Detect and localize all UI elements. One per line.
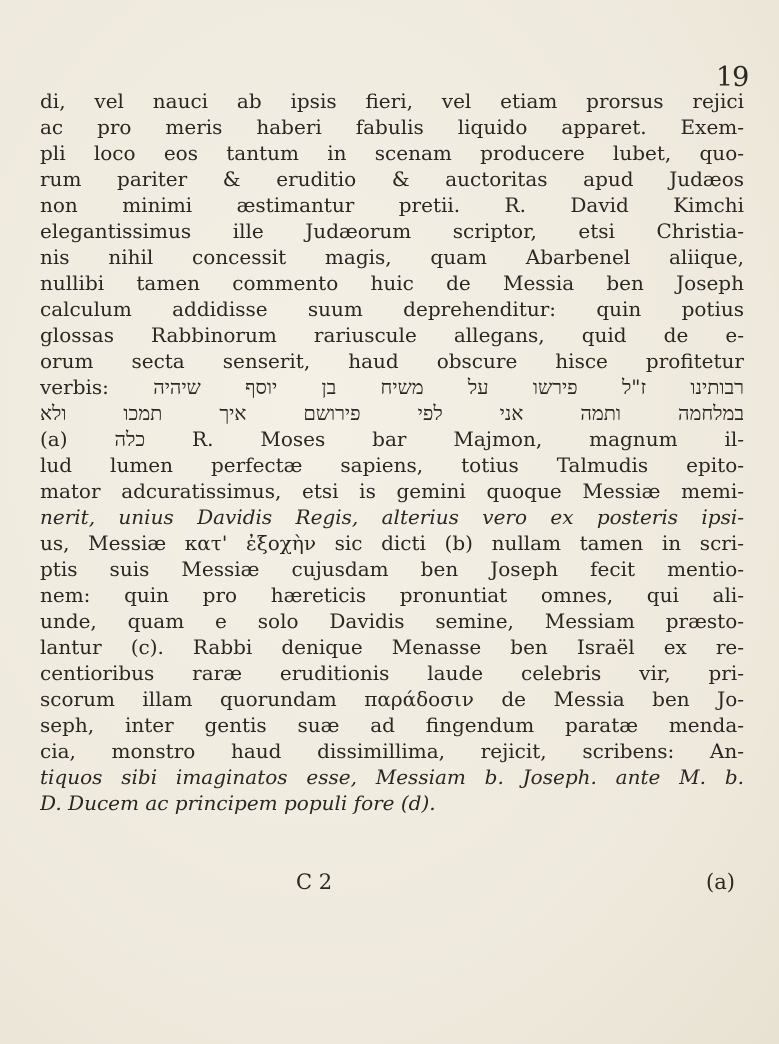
text-line-18: us, Messiæ κατ' ἐξοχὴν sic dicti (b) nullam tamen in scri- bbox=[40, 531, 744, 555]
body-text bbox=[40, 88, 744, 816]
text-line-21: unde, quam e solo Davidis semine, Messiam præsto- bbox=[40, 609, 744, 633]
text-line-4: rum pariter & eruditio & auctoritas apud Judæos bbox=[40, 167, 744, 191]
text-line-20: nem: quin pro hæreticis pronuntiat omnes, qui ali- bbox=[40, 583, 744, 607]
text-line-16: mator adcuratissimus, etsi is gemini quoque Messiæ memi- bbox=[40, 479, 744, 503]
text-line-28: D. Ducem ac principem populi fore (d). bbox=[40, 791, 436, 815]
text-line-6: elegantissimus ille Judæorum scriptor, etsi Christia- bbox=[40, 219, 744, 243]
text-line-23: centioribus raræ eruditionis laude celebris vir, pri- bbox=[40, 661, 744, 685]
signature-mark: C 2 bbox=[296, 870, 333, 894]
text-line-5: non minimi æstimantur pretii. R. David Kimchi bbox=[40, 193, 744, 217]
catchword: (a) bbox=[706, 870, 735, 894]
page-footer bbox=[0, 870, 779, 900]
text-line-13: במלחמה ותמה אני לפי פירושם איך תמכו ולא bbox=[40, 401, 744, 425]
text-line-25: seph, inter gentis suæ ad fingendum paratæ menda- bbox=[40, 713, 744, 737]
text-line-19: ptis suis Messiæ cujusdam ben Joseph fecit mentio- bbox=[40, 557, 744, 581]
text-line-2: ac pro meris haberi fabulis liquido apparet. Exem- bbox=[40, 115, 744, 139]
text-line-9: calculum addidisse suum deprehenditur: quin potius bbox=[40, 297, 744, 321]
text-line-17: nerit, unius Davidis Regis, alterius vero ex posteris ipsi- bbox=[40, 505, 744, 529]
text-line-14: (a) כלה R. Moses bar Majmon, magnum il- bbox=[40, 427, 744, 451]
text-line-3: pli loco eos tantum in scenam producere lubet, quo- bbox=[40, 141, 744, 165]
text-line-27: tiquos sibi imaginatos esse, Messiam b. Joseph. ante M. b. bbox=[40, 765, 744, 789]
text-line-1: di, vel nauci ab ipsis fieri, vel etiam prorsus rejici bbox=[40, 89, 744, 113]
text-line-10: glossas Rabbinorum rariuscule allegans, quid de e- bbox=[40, 323, 744, 347]
text-line-8: nullibi tamen commento huic de Messia ben Joseph bbox=[40, 271, 744, 295]
text-line-26: cia, monstro haud dissimillima, rejicit, scribens: An- bbox=[40, 739, 744, 763]
text-line-7: nis nihil concessit magis, quam Abarbenel aliique, bbox=[40, 245, 744, 269]
text-line-22: lantur (c). Rabbi denique Menasse ben Israël ex re- bbox=[40, 635, 744, 659]
text-line-11: orum secta senserit, haud obscure hisce profitetur bbox=[40, 349, 744, 373]
text-line-24: scorum illam quorundam παράδοσιν de Messia ben Jo- bbox=[40, 687, 744, 711]
text-line-12: verbis: רבותינו ז"ל פירשו על משיח בן יוסף שיהיה bbox=[40, 375, 744, 399]
text-line-15: lud lumen perfectæ sapiens, totius Talmudis epito- bbox=[40, 453, 744, 477]
page-number: 19 bbox=[716, 62, 749, 93]
